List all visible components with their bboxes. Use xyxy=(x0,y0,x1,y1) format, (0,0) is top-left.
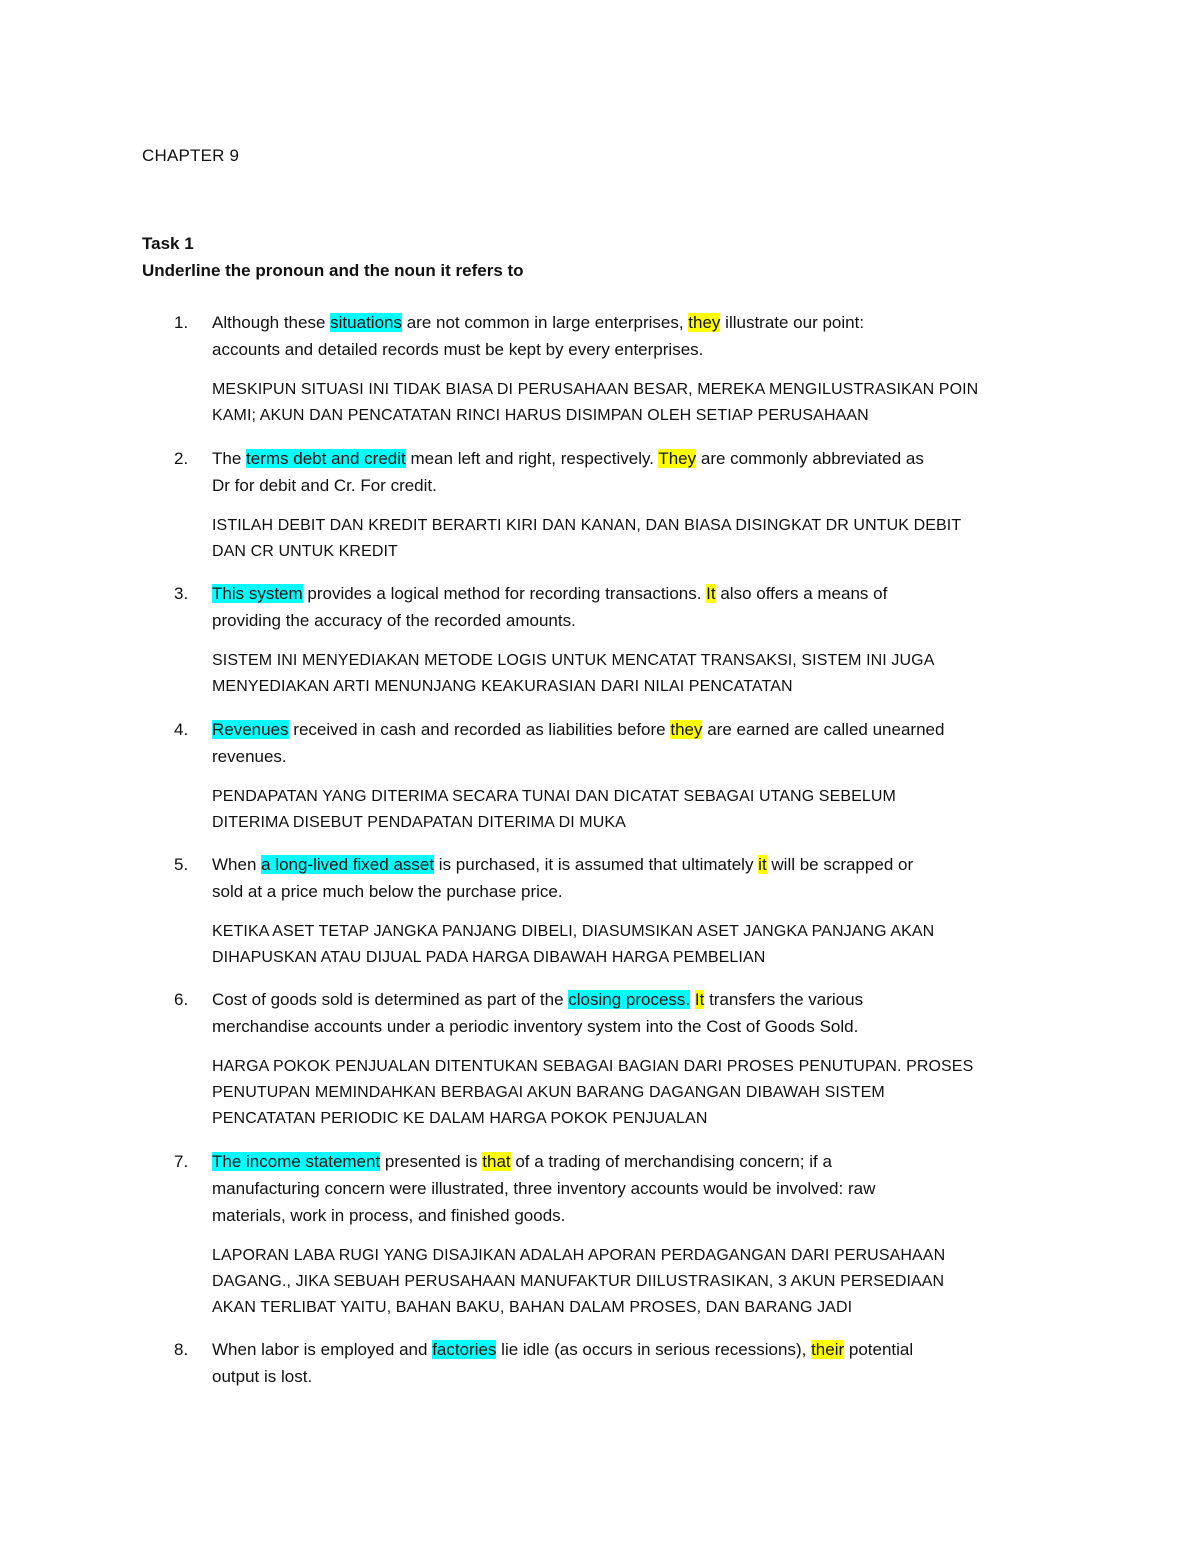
translation-line: PENCATATAN PERIODIC KE DALAM HARGA POKOK PENJUALAN xyxy=(212,1110,708,1127)
chapter-heading: CHAPTER 9 xyxy=(142,146,240,165)
task-title: Task 1 xyxy=(142,234,194,253)
english-line: materials, work in process, and finished goods. xyxy=(212,1206,566,1225)
indonesian-translation xyxy=(212,784,1062,836)
translation-line: AKAN TERLIBAT YAITU, BAHAN BAKU, BAHAN DALAM PROSES, DAN BARANG JADI xyxy=(212,1299,853,1316)
indonesian-translation xyxy=(212,513,1062,565)
highlighted-pronoun: their xyxy=(811,1340,845,1359)
highlighted-pronoun: It xyxy=(706,584,716,603)
english-sentence xyxy=(212,1336,1062,1390)
translation-line: MENYEDIAKAN ARTI MENUNJANG KEAKURASIAN DARI NILAI PENCATATAN xyxy=(212,678,793,695)
translation-line: DAN CR UNTUK KREDIT xyxy=(212,543,398,560)
text-segment: potential xyxy=(844,1340,914,1359)
text-segment: received in cash and recorded as liabilities before xyxy=(288,720,671,739)
item-number: 2. xyxy=(174,449,189,468)
highlighted-noun: Revenues xyxy=(212,720,289,739)
english-sentence xyxy=(212,1148,1062,1229)
text-segment: lie idle (as occurs in serious recessions), xyxy=(496,1340,812,1359)
highlighted-noun: terms debt and credit xyxy=(246,449,406,468)
english-sentence xyxy=(212,580,1062,634)
translation-line: KETIKA ASET TETAP JANGKA PANJANG DIBELI, DIASUMSIKAN ASET JANGKA PANJANG AKAN xyxy=(212,923,935,940)
highlighted-pronoun: It xyxy=(694,990,705,1009)
indonesian-translation xyxy=(212,377,1062,429)
task-instruction: Underline the pronoun and the noun it refers to xyxy=(142,261,524,280)
highlighted-pronoun: it xyxy=(758,855,767,874)
english-line: revenues. xyxy=(212,747,287,766)
highlighted-noun: factories xyxy=(432,1340,497,1359)
text-segment: are not common in large enterprises, xyxy=(401,313,689,332)
english-line: merchandise accounts under a periodic inventory system into the Cost of Goods Sold. xyxy=(212,1017,859,1036)
text-segment: When labor is employed and xyxy=(212,1340,433,1359)
text-segment: The xyxy=(212,449,247,468)
english-sentence xyxy=(212,445,1062,499)
english-line: Dr for debit and Cr. For credit. xyxy=(212,476,437,495)
english-sentence xyxy=(212,309,1062,363)
translation-line: LAPORAN LABA RUGI YANG DISAJIKAN ADALAH APORAN PERDAGANGAN DARI PERUSAHAAN xyxy=(212,1247,946,1264)
text-segment: mean left and right, respectively. xyxy=(405,449,659,468)
text-segment: Cost of goods sold is determined as part of the xyxy=(212,990,569,1009)
text-segment: also offers a means of xyxy=(715,584,888,603)
english-line xyxy=(212,309,1062,336)
english-sentence xyxy=(212,851,1062,905)
translation-line: ISTILAH DEBIT DAN KREDIT BERARTI KIRI DAN KANAN, DAN BIASA DISINGKAT DR UNTUK DEBIT xyxy=(212,517,962,534)
text-segment: Although these xyxy=(212,313,331,332)
english-line xyxy=(212,716,1062,743)
highlighted-noun: situations xyxy=(330,313,402,332)
translation-line: DAGANG., JIKA SEBUAH PERUSAHAAN MANUFAKTUR DIILUSTRASIKAN, 3 AKUN PERSEDIAAN xyxy=(212,1273,945,1290)
indonesian-translation xyxy=(212,1054,1062,1132)
english-line xyxy=(212,851,1062,878)
english-line: manufacturing concern were illustrated, three inventory accounts would be involved: raw xyxy=(212,1179,876,1198)
english-line: providing the accuracy of the recorded amounts. xyxy=(212,611,576,630)
text-segment: presented is xyxy=(380,1152,483,1171)
indonesian-translation xyxy=(212,648,1062,700)
item-number: 3. xyxy=(174,584,189,603)
item-number: 6. xyxy=(174,990,189,1009)
item-number: 5. xyxy=(174,855,189,874)
english-line xyxy=(212,445,1062,472)
english-sentence xyxy=(212,716,1062,770)
translation-line: SISTEM INI MENYEDIAKAN METODE LOGIS UNTUK MENCATAT TRANSAKSI, SISTEM INI JUGA xyxy=(212,652,935,669)
translation-line: DITERIMA DISEBUT PENDAPATAN DITERIMA DI MUKA xyxy=(212,814,626,831)
highlighted-pronoun: they xyxy=(670,720,703,739)
highlighted-noun: a long-lived fixed asset xyxy=(261,855,435,874)
item-number: 1. xyxy=(174,313,189,332)
text-segment: are commonly abbreviated as xyxy=(696,449,924,468)
english-line: output is lost. xyxy=(212,1367,313,1386)
text-segment: are earned are called unearned xyxy=(702,720,945,739)
text-segment: When xyxy=(212,855,262,874)
english-line: sold at a price much below the purchase price. xyxy=(212,882,563,901)
highlighted-pronoun: that xyxy=(482,1152,511,1171)
english-line xyxy=(212,580,1062,607)
english-line xyxy=(212,1336,1062,1363)
translation-line: DIHAPUSKAN ATAU DIJUAL PADA HARGA DIBAWAH HARGA PEMBELIAN xyxy=(212,949,766,966)
text-segment: illustrate our point: xyxy=(720,313,865,332)
translation-line: MESKIPUN SITUASI INI TIDAK BIASA DI PERUSAHAAN BESAR, MEREKA MENGILUSTRASIKAN POIN xyxy=(212,381,979,398)
text-segment: of a trading of merchandising concern; if a xyxy=(510,1152,832,1171)
translation-line: PENUTUPAN MEMINDAHKAN BERBAGAI AKUN BARANG DAGANGAN DIBAWAH SISTEM xyxy=(212,1084,885,1101)
item-number: 7. xyxy=(174,1152,189,1171)
english-line xyxy=(212,986,1062,1013)
item-number: 4. xyxy=(174,720,189,739)
highlighted-noun: This system xyxy=(212,584,303,603)
text-segment: is purchased, it is assumed that ultimately xyxy=(434,855,759,874)
translation-line: HARGA POKOK PENJUALAN DITENTUKAN SEBAGAI BAGIAN DARI PROSES PENUTUPAN. PROSES xyxy=(212,1058,974,1075)
highlighted-pronoun: they xyxy=(688,313,721,332)
indonesian-translation xyxy=(212,1243,1062,1321)
translation-line: PENDAPATAN YANG DITERIMA SECARA TUNAI DAN DICATAT SEBAGAI UTANG SEBELUM xyxy=(212,788,896,805)
english-line: accounts and detailed records must be kept by every enterprises. xyxy=(212,340,704,359)
translation-line: KAMI; AKUN DAN PENCATATAN RINCI HARUS DISIMPAN OLEH SETIAP PERUSAHAAN xyxy=(212,407,869,424)
highlighted-noun: The income statement xyxy=(212,1152,381,1171)
english-line xyxy=(212,1148,1062,1175)
highlighted-pronoun: They xyxy=(658,449,697,468)
item-number: 8. xyxy=(174,1340,189,1359)
indonesian-translation xyxy=(212,919,1062,971)
text-segment: will be scrapped or xyxy=(766,855,914,874)
text-segment: provides a logical method for recording transactions. xyxy=(302,584,707,603)
english-sentence xyxy=(212,986,1062,1040)
highlighted-noun: closing process. xyxy=(568,990,691,1009)
text-segment: transfers the various xyxy=(704,990,864,1009)
